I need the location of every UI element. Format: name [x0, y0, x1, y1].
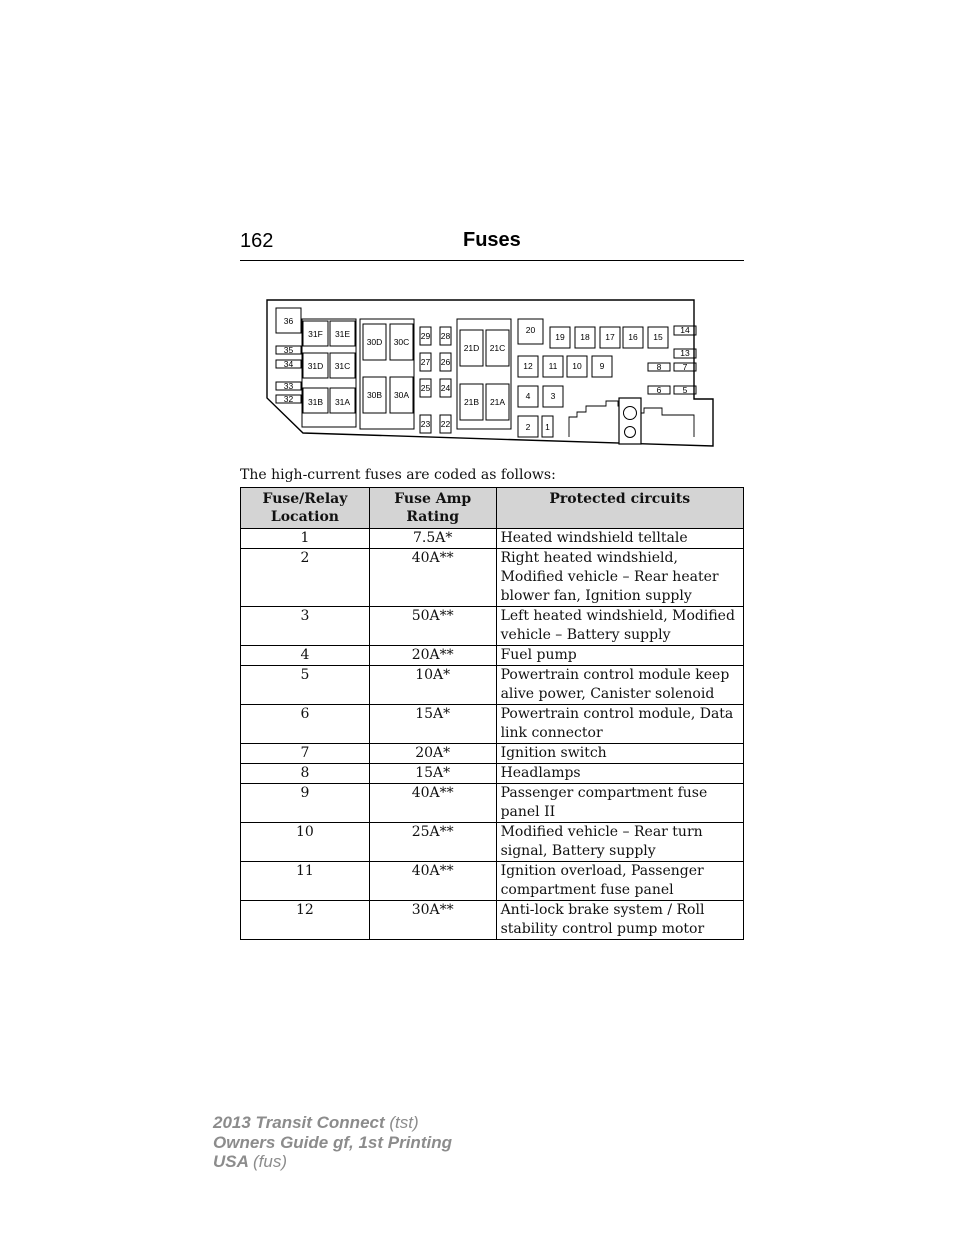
- cell-location: 12: [241, 901, 370, 940]
- fuse-label: 31E: [334, 329, 351, 339]
- cell-location: 7: [241, 744, 370, 764]
- fuse-label: 30C: [393, 337, 410, 347]
- header-circuits: Protected circuits: [496, 488, 743, 529]
- table-row: [241, 764, 744, 784]
- cell-location: 9: [241, 784, 370, 823]
- cell-location: 2: [241, 549, 370, 607]
- fuse-label: 7: [682, 362, 688, 372]
- page-header: [240, 228, 744, 261]
- footer-line: [213, 1113, 452, 1133]
- fuse-label: 9: [599, 361, 605, 371]
- fuse-label: 30B: [366, 390, 383, 400]
- cell-rating: 50A**: [369, 607, 496, 646]
- header-text: Rating: [406, 509, 460, 525]
- cell-rating: 40A**: [369, 862, 496, 901]
- fuse-label: 17: [605, 332, 615, 342]
- cell-location: 10: [241, 823, 370, 862]
- table-row: [241, 549, 744, 607]
- cell-circuits: Headlamps: [496, 764, 743, 784]
- cell-circuits: Modified vehicle – Rear turn signal, Battery supply: [496, 823, 743, 862]
- fuse-label: 1: [545, 422, 550, 432]
- header-text: Location: [270, 509, 339, 525]
- fuse-label: 15: [653, 332, 663, 342]
- fuse-label: 28: [440, 331, 451, 341]
- header-location: [241, 488, 370, 529]
- cell-circuits: Heated windshield telltale: [496, 529, 743, 549]
- table-header-row: [241, 488, 744, 529]
- fuse-label: 4: [525, 391, 531, 401]
- fuse-label: 5: [682, 385, 688, 395]
- cell-location: 3: [241, 607, 370, 646]
- fuse-label: 33: [283, 381, 294, 391]
- cell-rating: 7.5A*: [369, 529, 496, 549]
- cell-circuits: Passenger compartment fuse panel II: [496, 784, 743, 823]
- footer-model-code: (tst): [389, 1113, 419, 1132]
- cell-rating: 20A*: [369, 744, 496, 764]
- fuse-box-diagram: [264, 297, 716, 451]
- fuse-label: 31D: [307, 361, 324, 371]
- cell-location: 5: [241, 666, 370, 705]
- fuse-label: 22: [440, 419, 451, 429]
- fuse-label: 35: [283, 345, 294, 355]
- table-row: [241, 646, 744, 666]
- cell-rating: 40A**: [369, 549, 496, 607]
- footer-line: [213, 1133, 452, 1153]
- cell-location: 4: [241, 646, 370, 666]
- fuse-label: 30A: [393, 390, 410, 400]
- fuse-label: 14: [680, 325, 690, 335]
- fuse-label: 12: [523, 361, 533, 371]
- fuse-label: 11: [548, 361, 558, 371]
- fuse-label: 13: [680, 348, 690, 358]
- fuse-label: 26: [440, 357, 451, 367]
- header-rating: [369, 488, 496, 529]
- fuse-label: 31A: [334, 397, 351, 407]
- fuse-label: 24: [440, 383, 451, 393]
- fuse-label: 3: [550, 391, 556, 401]
- cell-circuits: Ignition overload, Passenger compartment fuse panel: [496, 862, 743, 901]
- cell-circuits: Powertrain control module, Data link connector: [496, 705, 743, 744]
- fuse-label: 31B: [307, 397, 324, 407]
- fuse-label: 16: [628, 332, 638, 342]
- table-row: [241, 666, 744, 705]
- fuse-label: 21B: [463, 397, 480, 407]
- footer-market: USA: [213, 1152, 249, 1171]
- fuse-label: 18: [580, 332, 590, 342]
- cell-circuits: Right heated windshield, Modified vehicle – Rear heater blower fan, Ignition supply: [496, 549, 743, 607]
- cell-location: 1: [241, 529, 370, 549]
- fuse-label: 20: [525, 325, 536, 335]
- fuse-label: 6: [656, 385, 662, 395]
- intro-text: The high-current fuses are coded as follows:: [240, 467, 556, 483]
- cell-circuits: Powertrain control module keep alive power, Canister solenoid: [496, 666, 743, 705]
- header-text: Fuse Amp: [394, 491, 472, 507]
- table-row: [241, 744, 744, 764]
- cell-circuits: Anti-lock brake system / Roll stability control pump motor: [496, 901, 743, 940]
- table-row: [241, 862, 744, 901]
- table-row: [241, 607, 744, 646]
- fuse-label: 32: [283, 394, 294, 404]
- table-row: [241, 823, 744, 862]
- table-row: [241, 784, 744, 823]
- cell-rating: 15A*: [369, 705, 496, 744]
- footer-section-code: (fus): [253, 1152, 287, 1171]
- fuse-label: 21C: [489, 343, 506, 353]
- footer-line: [213, 1152, 452, 1172]
- fuse-table: [240, 487, 744, 940]
- fuse-label: 36: [283, 316, 294, 326]
- fuse-label: 23: [420, 419, 431, 429]
- fuse-label: 29: [420, 331, 431, 341]
- cell-rating: 40A**: [369, 784, 496, 823]
- fuse-label: 21D: [463, 343, 480, 353]
- cell-location: 8: [241, 764, 370, 784]
- page-title: Fuses: [463, 229, 521, 251]
- table-row: [241, 529, 744, 549]
- fuse-label: 30D: [366, 337, 383, 347]
- fuse-label: 8: [656, 362, 662, 372]
- page-number: 162: [240, 230, 274, 252]
- fuse-label: 21A: [489, 397, 506, 407]
- table-row: [241, 901, 744, 940]
- cell-circuits: Ignition switch: [496, 744, 743, 764]
- cell-circuits: Left heated windshield, Modified vehicle – Battery supply: [496, 607, 743, 646]
- footer-edition: Owners Guide gf, 1st Printing: [213, 1132, 452, 1152]
- cell-location: 6: [241, 705, 370, 744]
- header-text: Fuse/Relay: [262, 491, 348, 507]
- fuse-label: 34: [283, 359, 294, 369]
- fuse-label: 25: [420, 383, 431, 393]
- footer-model: 2013 Transit Connect: [213, 1113, 385, 1132]
- fuse-label: 31C: [334, 361, 351, 371]
- fuse-label: 27: [420, 357, 431, 367]
- fuse-label: 10: [572, 361, 582, 371]
- fuse-label: 19: [555, 332, 565, 342]
- cell-circuits: Fuel pump: [496, 646, 743, 666]
- cell-rating: 30A**: [369, 901, 496, 940]
- cell-rating: 25A**: [369, 823, 496, 862]
- cell-location: 11: [241, 862, 370, 901]
- table-row: [241, 705, 744, 744]
- cell-rating: 10A*: [369, 666, 496, 705]
- fuse-label: 2: [525, 422, 531, 432]
- cell-rating: 15A*: [369, 764, 496, 784]
- fuse-label: 31F: [308, 329, 323, 339]
- document-footer: [213, 1113, 452, 1172]
- cell-rating: 20A**: [369, 646, 496, 666]
